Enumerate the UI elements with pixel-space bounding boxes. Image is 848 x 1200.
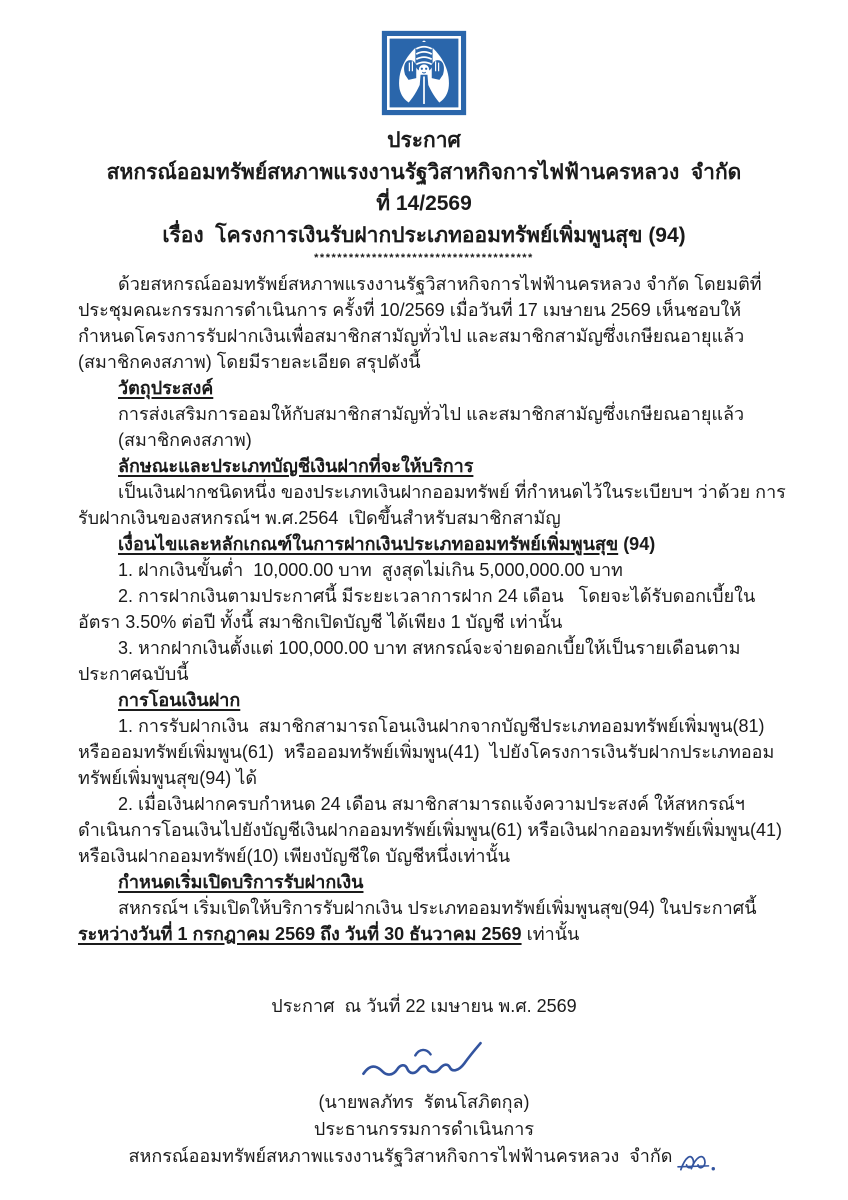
account-type-heading bbox=[118, 453, 786, 479]
purpose-heading-text: วัตถุประสงค์ bbox=[118, 378, 214, 398]
logo-container bbox=[0, 0, 848, 121]
schedule-heading-text: กำหนดเริ่มเปิดบริการรับฝากเงิน bbox=[118, 872, 364, 892]
condition-item-1: 1. ฝากเงินขั้นต่ำ 10,000.00 บาท สูงสุดไม่เกิน 5,000,000.00 บาท bbox=[118, 560, 623, 580]
condition-item-2: 2. การฝากเงินตามประกาศนี้ มีระยะเวลาการฝาก 24 เดือน โดยจะได้รับดอกเบี้ยในอัตรา 3.50% ต่อปี ทั้งนี้ สมาชิกเปิดบัญชี ได้เพียง 1 บัญชี เท่านั้น bbox=[78, 586, 756, 632]
signature-scribble bbox=[357, 1033, 492, 1089]
doc-subject: เรื่อง โครงการเงินรับฝากประเภทออมทรัพย์เพิ่มพูนสุข (94) bbox=[162, 223, 686, 247]
schedule-date-range: ระหว่างวันที่ 1 กรกฎาคม 2569 ถึง วันที่ 30 ธันวาคม 2569 bbox=[78, 924, 522, 944]
transfer-item-2: 2. เมื่อเงินฝากครบกำหนด 24 เดือน สมาชิกสามารถแจ้งความประสงค์ ให้สหกรณ์ฯ ดำเนินการโอนเงินไปยังบัญชีเงินฝากออมทรัพย์เพิ่มพูน(61) หรือเงินฝากออมทรัพย์เพิ่มพูน(41) หรือเงินฝากออมทรัพย์(10) เพียงบัญชีใด บัญชีหนึ่งเท่านั้น bbox=[78, 794, 788, 866]
signer-organization: สหกรณ์ออมทรัพย์สหภาพแรงงานรัฐวิสาหกิจการไฟฟ้านครหลวง จำกัด bbox=[128, 1146, 673, 1166]
condition-item-3: 3. หากฝากเงินตั้งแต่ 100,000.00 บาท สหกรณ์จะจ่ายดอกเบี้ยให้เป็นรายเดือนตามประกาศฉบับนี้ bbox=[78, 638, 741, 684]
organization-name: สหกรณ์ออมทรัพย์สหภาพแรงงานรัฐวิสาหกิจการไฟฟ้านครหลวง จำกัด bbox=[106, 160, 742, 184]
schedule-prefix: สหกรณ์ฯ เริ่มเปิดให้บริการรับฝากเงิน ประเภทออมทรัพย์เพิ่มพูนสุข(94) ในประกาศนี้ bbox=[118, 898, 762, 918]
signer-title: ประธานกรรมการดำเนินการ bbox=[313, 1119, 535, 1139]
doc-type-title: ประกาศ bbox=[387, 129, 461, 152]
purpose-text: การส่งเสริมการออมให้กับสมาชิกสามัญทั่วไป และสมาชิกสามัญซึ่งเกษียณอายุแล้ว (สมาชิกคงสภาพ) bbox=[118, 404, 750, 450]
signer-organization-line bbox=[0, 1143, 848, 1178]
star-divider: ************************************** bbox=[314, 252, 534, 264]
transfer-heading-text: การโอนเงินฝาก bbox=[118, 690, 241, 710]
announcement-date-line: ประกาศ ณ วันที่ 22 เมษายน พ.ศ. 2569 bbox=[271, 996, 577, 1016]
signature-container bbox=[0, 1033, 848, 1089]
schedule-suffix: เท่านั้น bbox=[521, 924, 580, 944]
conditions-heading bbox=[118, 531, 786, 557]
cooperative-logo-icon bbox=[378, 30, 470, 116]
account-type-text: เป็นเงินฝากชนิดหนึ่ง ของประเภทเงินฝากออมทรัพย์ ที่กำหนดไว้ในระเบียบฯ ว่าด้วย การรับฝากเงินของสหกรณ์ฯ พ.ศ.2564 เปิดขึ้นสำหรับสมาชิกสามัญ bbox=[78, 482, 786, 528]
signer-name: (นายพลภัทร รัตนโสภิตกุล) bbox=[318, 1092, 530, 1112]
schedule-heading bbox=[118, 869, 786, 895]
doc-number: ที่ 14/2569 bbox=[376, 192, 472, 215]
conditions-heading-suffix: (94) bbox=[618, 534, 656, 554]
conditions-heading-main: เงื่อนไขและหลักเกณฑ์ในการฝากเงินประเภทออมทรัพย์เพิ่มพูนสุข bbox=[118, 534, 619, 554]
initials-scribble bbox=[677, 1148, 719, 1178]
purpose-heading bbox=[118, 375, 786, 401]
transfer-heading bbox=[118, 687, 786, 713]
intro-paragraph: ด้วยสหกรณ์ออมทรัพย์สหภาพแรงงานรัฐวิสาหกิจการไฟฟ้านครหลวง จำกัด โดยมติที่ประชุมคณะกรรมการดำเนินการ ครั้งที่ 10/2569 เมื่อวันที่ 17 เมษายน 2569 เห็นชอบให้กำหนดโครงการรับฝากเงินเพื่อสมาชิกสามัญทั่วไป และสมาชิกสามัญซึ่งเกษียณอายุแล้ว (สมาชิกคงสภาพ) โดยมีรายละเอียด สรุปดังนี้ bbox=[78, 274, 762, 372]
schedule-paragraph bbox=[78, 895, 786, 947]
account-type-heading-text: ลักษณะและประเภทบัญชีเงินฝากที่จะให้บริการ bbox=[118, 456, 474, 476]
document-body bbox=[78, 271, 786, 947]
document-header bbox=[0, 125, 848, 265]
transfer-item-1: 1. การรับฝากเงิน สมาชิกสามารถโอนเงินฝากจากบัญชีประเภทออมทรัพย์เพิ่มพูน(81) หรือออมทรัพย์เพิ่มพูน(61) หรือออมทรัพย์เพิ่มพูน(41) ไปยังโครงการเงินรับฝากประเภทออมทรัพย์เพิ่มพูนสุข(94) ได้ bbox=[78, 716, 775, 788]
